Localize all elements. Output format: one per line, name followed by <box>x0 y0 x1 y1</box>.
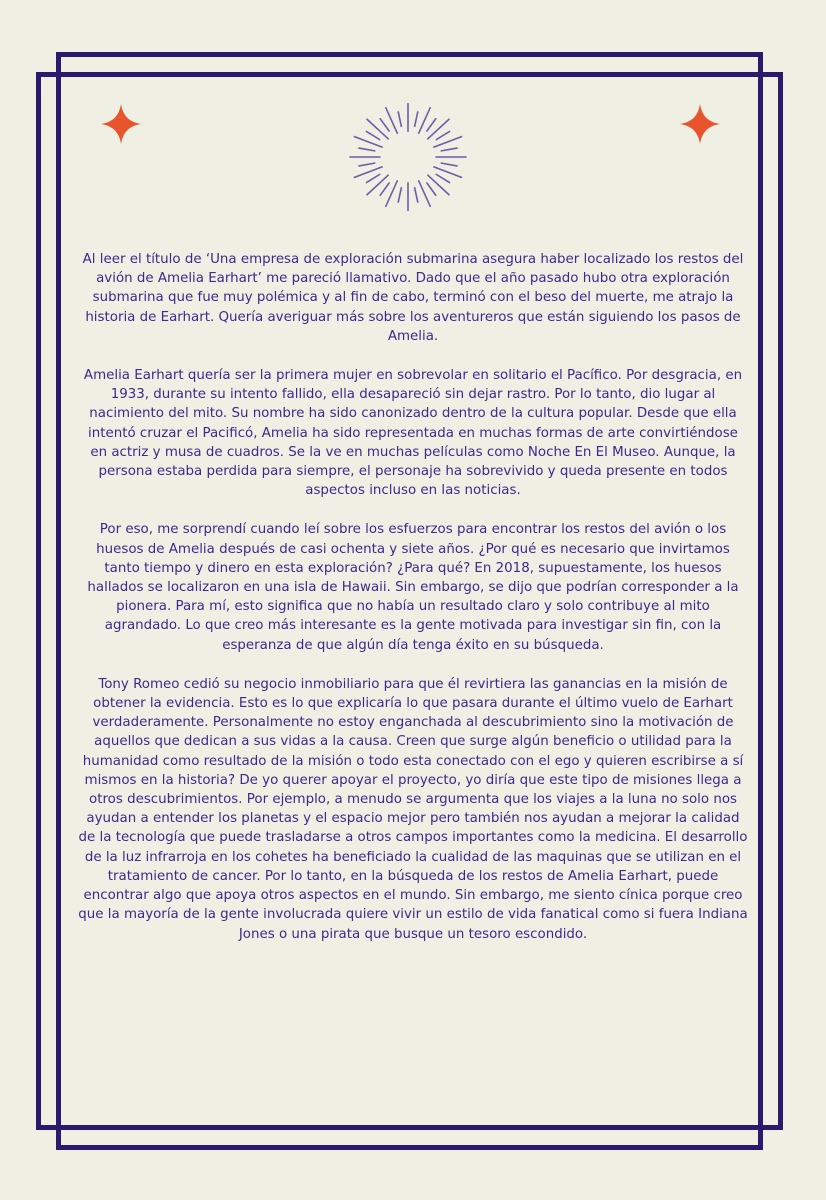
sparkle-star-icon <box>101 104 141 144</box>
sparkle-star-icon <box>680 104 720 144</box>
paragraph-1: Al leer el título de ‘Una empresa de exploración submarina asegura haber localizado los restos del avión de Amelia Earhart’ me pareció llamativo. Dado que el año pasado hubo otra exploración submarina que fue muy polémica y al fin de cabo, terminó con el beso del muerte, me atrajo la historia de Earhart. Quería averiguar más sobre los aventureros que están siguiendo los pasos de Amelia. <box>82 252 744 344</box>
paragraph-2: Amelia Earhart quería ser la primera mujer en sobrevolar en solitario el Pacífico. Por desgracia, en 1933, durante su intento fallido, ella desapareció sin dejar rastro. Por lo tanto, dio lugar al nacimiento del mito. Su nombre ha sido canonizado dentro de la cultura popular. Desde que ella intentó cruzar el Pacificó, Amelia ha sido representada en muchas formas de arte convirtiéndose en actriz y musa de cuadros. Se la ve en muchas películas como Noche En El Museo. Aunque, la persona estaba perdida para siempre, el personaje ha sobrevivido y queda presente en todos aspectos incluso en las noticias. <box>83 368 743 499</box>
paragraph-4: Tony Romeo cedió su negocio inmobiliario para que él revirtiera las ganancias en la misión de obtener la evidencia. Esto es lo que explicaría lo que pasara durante el último vuelo de Earhart verdaderamente. Personalmente no estoy enganchada al descubrimiento sino la motivación de aquellos que dedican a sus vidas a la causa. Creen que surge algún beneficio o utilidad para la humanidad como resultado de la misión o todo esta conectado con el ego y quieren escribirse a sí mismos en la historia? De yo querer apoyar el proyecto, yo diría que este tipo de misiones llega a otros descubrimientos. Por ejemplo, a menudo se argumenta que los viajes a la luna no solo nos ayudan a entender los planetas y el espacio mejor pero también nos ayudan a mejorar la calidad de la tecnología que puede trasladarse a otros campos importantes como la medicina. El desarrollo de la luz infrarroja en los cohetes ha beneficiado la cualidad de las maquinas que se utilizan en el tratamiento de cancer. Por lo tanto, en la búsqueda de los restos de Amelia Earhart, puede encontrar algo que apoya otros aspectos en el mundo. Sin embargo, me siento cínica porque creo que la mayoría de la gente involucrada quiere vivir un estilo de vida fanatical como si fuera Indiana Jones o una pirata que busque un tesoro escondido. <box>78 676 748 942</box>
article-body <box>78 250 748 964</box>
paragraph-3: Por eso, me sorprendí cuando leí sobre los esfuerzos para encontrar los restos del avión o los huesos de Amelia después de casi ochenta y siete años. ¿Por qué es necesario que invirtamos tanto tiempo y dinero en esta exploración? ¿Para qué? En 2018, supuestamente, los huesos hallados se localizaron en una isla de Hawaii. Sin embargo, se dijo que podrían corresponder a la pionera. Para mí, esto significa que no había un resultado claro y solo contribuye al mito agrandado. Lo que creo más interesante es la gente motivada para investigar sin fin, con la esperanza de que algún día tenga éxito en su búsqueda. <box>87 522 739 653</box>
sunburst-icon <box>343 97 473 217</box>
